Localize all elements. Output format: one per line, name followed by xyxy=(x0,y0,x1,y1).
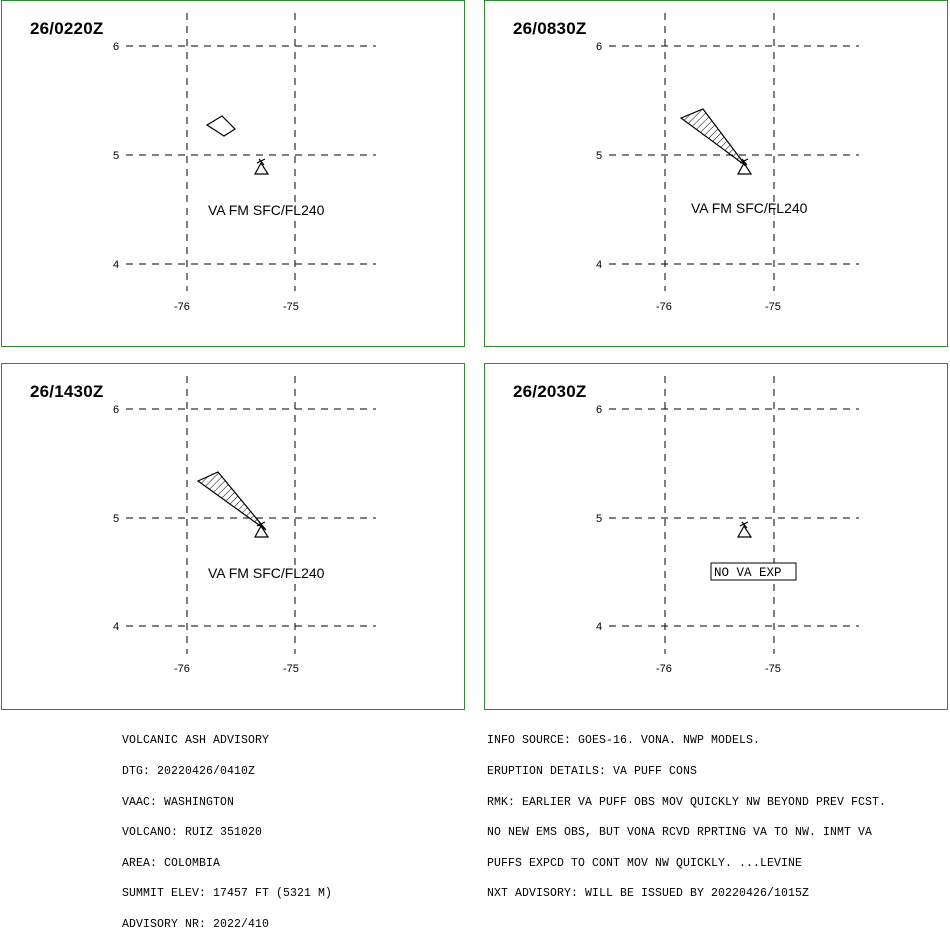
lon-tick-75: -75 xyxy=(765,301,781,313)
panel-time: 26/0220Z xyxy=(30,19,104,38)
advisory-line: VAAC: WASHINGTON xyxy=(122,795,235,809)
advisory-line: VOLCANO: RUIZ 351020 xyxy=(122,826,263,840)
advisory-line: NO NEW EMS OBS, BUT VONA RCVD RPRTING VA TO NW. INMT VA xyxy=(487,826,873,840)
advisory-line: NXT ADVISORY: WILL BE ISSUED BY 20220426/1015Z xyxy=(487,887,810,901)
lon-tick-76: -76 xyxy=(174,301,190,313)
map-plot xyxy=(2,364,466,711)
lon-tick-76: -76 xyxy=(174,663,190,675)
lon-tick-76: -76 xyxy=(656,301,672,313)
lat-tick-5: 5 xyxy=(596,150,603,162)
ash-cloud-polygon xyxy=(198,472,266,530)
ash-cloud-polygon xyxy=(207,116,235,136)
grid xyxy=(609,376,859,654)
advisory-line: SUMMIT ELEV: 17457 FT (5321 M) xyxy=(122,887,333,901)
panel-time: 26/1430Z xyxy=(30,382,104,401)
map-plot xyxy=(485,364,949,711)
lat-tick-4: 4 xyxy=(113,621,120,633)
volcano-icon xyxy=(738,522,751,537)
advisory-line: RMK: EARLIER VA PUFF OBS MOV QUICKLY NW BEYOND PREV FCST. xyxy=(487,795,887,809)
lon-tick-76: -76 xyxy=(656,663,672,675)
lat-tick-6: 6 xyxy=(113,404,120,416)
advisory-line: DTG: 20220426/0410Z xyxy=(122,765,256,778)
advisory-header-block xyxy=(122,716,332,940)
advisory-line: PUFFS EXPCD TO CONT MOV NW QUICKLY. ...LEVINE xyxy=(487,856,803,870)
forecast-panel-1 xyxy=(1,0,465,347)
advisory-remarks-block xyxy=(487,716,886,910)
advisory-line: INFO SOURCE: GOES-16. VONA. NWP MODELS. xyxy=(487,734,761,748)
forecast-panel-4 xyxy=(484,363,948,710)
lat-tick-4: 4 xyxy=(596,259,603,271)
lon-tick-75: -75 xyxy=(283,663,299,675)
lat-tick-6: 6 xyxy=(113,41,120,53)
lon-tick-75: -75 xyxy=(765,663,781,675)
lat-tick-4: 4 xyxy=(113,259,120,271)
forecast-panel-2 xyxy=(484,0,948,347)
lon-tick-75: -75 xyxy=(283,301,299,313)
advisory-line: ERUPTION DETAILS: VA PUFF CONS xyxy=(487,765,698,778)
panel-time: 26/2030Z xyxy=(513,382,587,401)
no-va-label: NO VA EXP xyxy=(714,566,782,580)
panel-time: 26/0830Z xyxy=(513,19,587,38)
ash-level-label: VA FM SFC/FL240 xyxy=(208,565,325,581)
volcano-icon xyxy=(255,159,268,174)
advisory-line: AREA: COLOMBIA xyxy=(122,856,221,870)
advisory-line: VOLCANIC ASH ADVISORY xyxy=(122,734,270,748)
lat-tick-5: 5 xyxy=(113,513,120,525)
map-plot xyxy=(2,1,466,348)
ash-level-label: VA FM SFC/FL240 xyxy=(691,200,808,216)
forecast-panel-3 xyxy=(1,363,465,710)
lat-tick-6: 6 xyxy=(596,41,603,53)
lat-tick-6: 6 xyxy=(596,404,603,416)
lat-tick-5: 5 xyxy=(113,150,120,162)
lat-tick-4: 4 xyxy=(596,621,603,633)
ash-level-label: VA FM SFC/FL240 xyxy=(208,202,325,218)
grid xyxy=(126,13,376,291)
lat-tick-5: 5 xyxy=(596,513,603,525)
advisory-line: ADVISORY NR: 2022/410 xyxy=(122,917,270,931)
ash-cloud-polygon xyxy=(681,109,746,166)
map-plot xyxy=(485,1,949,348)
